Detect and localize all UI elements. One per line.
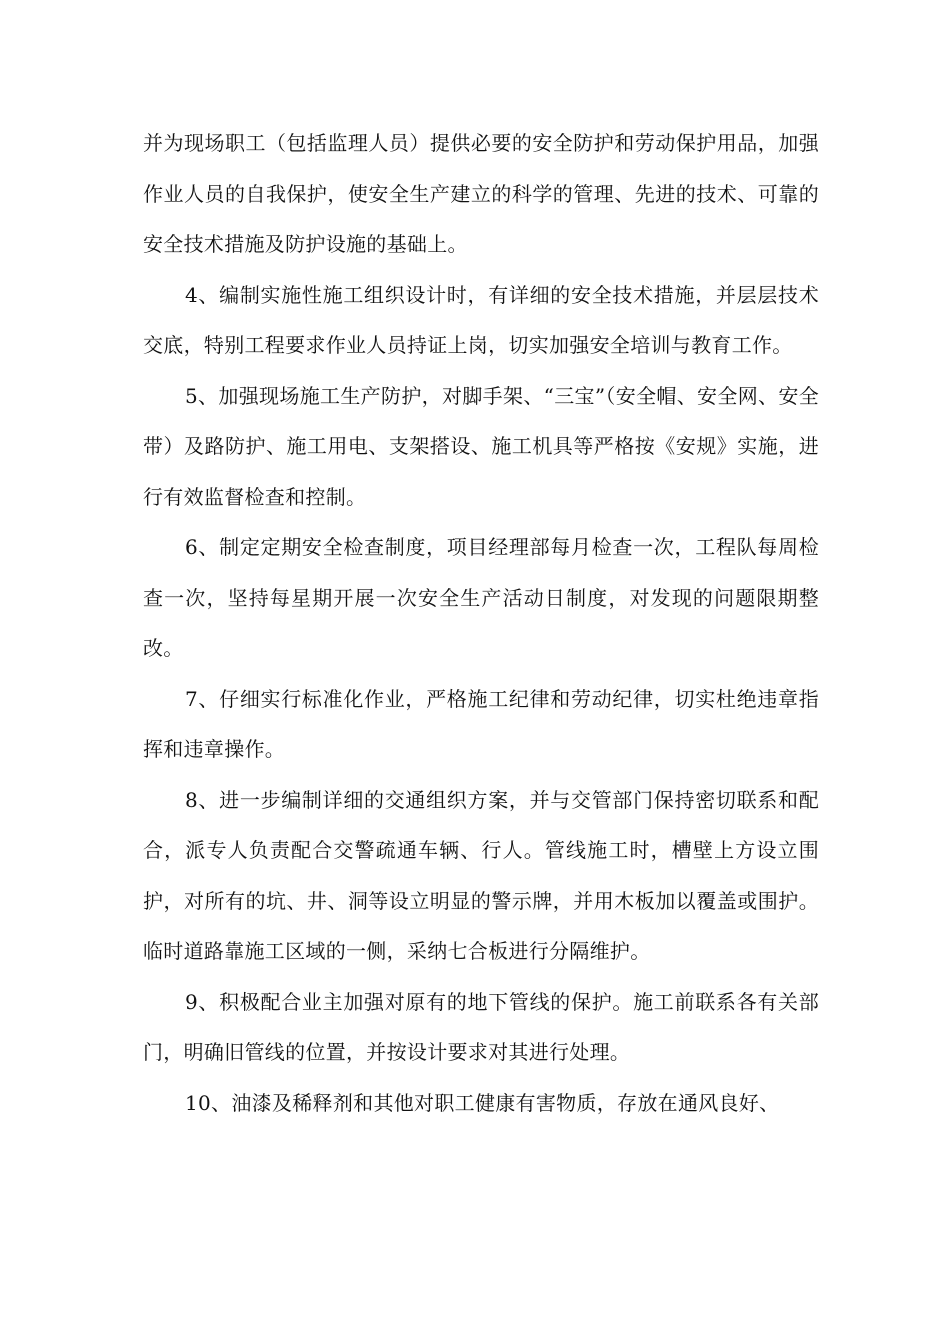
paragraph-item-4: 4、编制实施性施工组织设计时，有详细的安全技术措施，并层层技术交底，特别工程要求作业人员持证上岗，切实加强安全培训与教育工作。 [143,282,819,357]
paragraph-item-8: 8、进一步编制详细的交通组织方案，并与交管部门保持密切联系和配合，派专人负责配合交警疏通车辆、行人。管线施工时，槽壁上方设立围护，对所有的坑、井、洞等设立明显的警示牌，并用木板加以覆盖或围护。临时道路靠施工区域的一侧，采纳七合板进行分隔维护。 [143,787,819,963]
paragraph-continuation: 并为现场职工（包括监理人员）提供必要的安全防护和劳动保护用品，加强作业人员的自我保护，使安全生产建立的科学的管理、先进的技术、可靠的安全技术措施及防护设施的基础上。 [143,131,819,256]
paragraph-item-5: 5、加强现场施工生产防护，对脚手架、“三宝”（安全帽、安全网、安全带）及路防护、施工用电、支架搭设、施工机具等严格按《安规》实施，进行有效监督检查和控制。 [143,383,819,509]
paragraph-item-6: 6、制定定期安全检查制度，项目经理部每月检查一次，工程队每周检查一次，坚持每星期开展一次安全生产活动日制度，对发现的问题限期整改。 [143,535,819,660]
paragraph-item-7: 7、仔细实行标准化作业，严格施工纪律和劳动纪律，切实杜绝违章指挥和违章操作。 [143,686,819,761]
document-body [143,118,819,1128]
paragraph-item-9: 9、积极配合业主加强对原有的地下管线的保护。施工前联系各有关部门，明确旧管线的位置，并按设计要求对其进行处理。 [143,989,819,1064]
paragraph-item-10: 10、油漆及稀释剂和其他对职工健康有害物质，存放在通风良好、 [185,1090,780,1115]
